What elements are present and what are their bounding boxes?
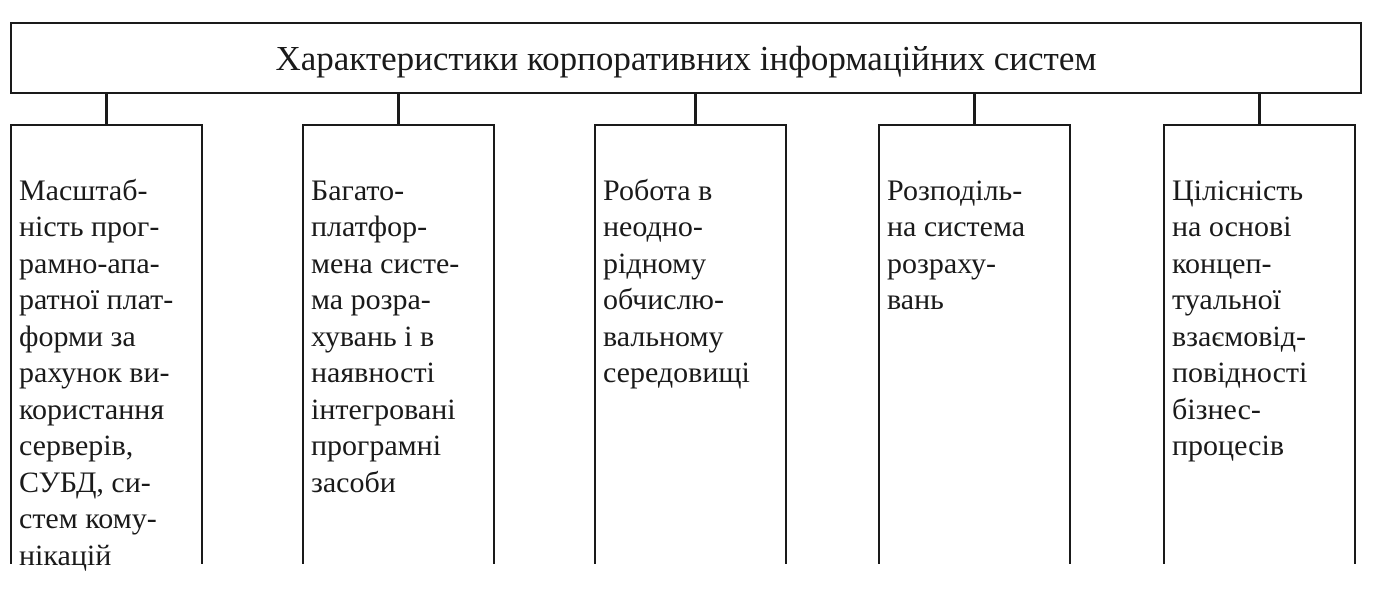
characteristic-label: Цілісність на основі концеп- туальної взаємовід- повідності бізнес- процесів [1172,173,1308,462]
characteristic-label: Робота в неодно- рідному обчислю- вальному середовищі [603,173,750,389]
connector-line [694,94,697,125]
connector-line [973,94,976,125]
characteristic-label: Масштаб- ність прог- рамно-апа- ратної плат- форми за рахунок ви- користання серверів, СУБД, си- стем кому- нікацій [19,173,174,572]
connector-line [105,94,108,125]
diagram-title: Характеристики корпоративних інформаційних систем [275,38,1097,78]
characteristic-box-multiplatform [302,124,495,564]
connector-line [397,94,400,125]
characteristic-box-scalability [10,124,203,572]
diagram-title-box [10,22,1362,94]
characteristic-box-distributed-computing [878,124,1071,564]
characteristic-label: Розподіль- на система розраху- вань [887,173,1026,316]
characteristic-box-integrity [1163,124,1356,564]
characteristic-box-heterogeneous-environment [594,124,787,564]
characteristic-label: Багато- платфор- мена систе- ма розра- хувань і в наявності інтегровані програмні засоби [311,173,460,499]
connector-line [1258,94,1261,125]
